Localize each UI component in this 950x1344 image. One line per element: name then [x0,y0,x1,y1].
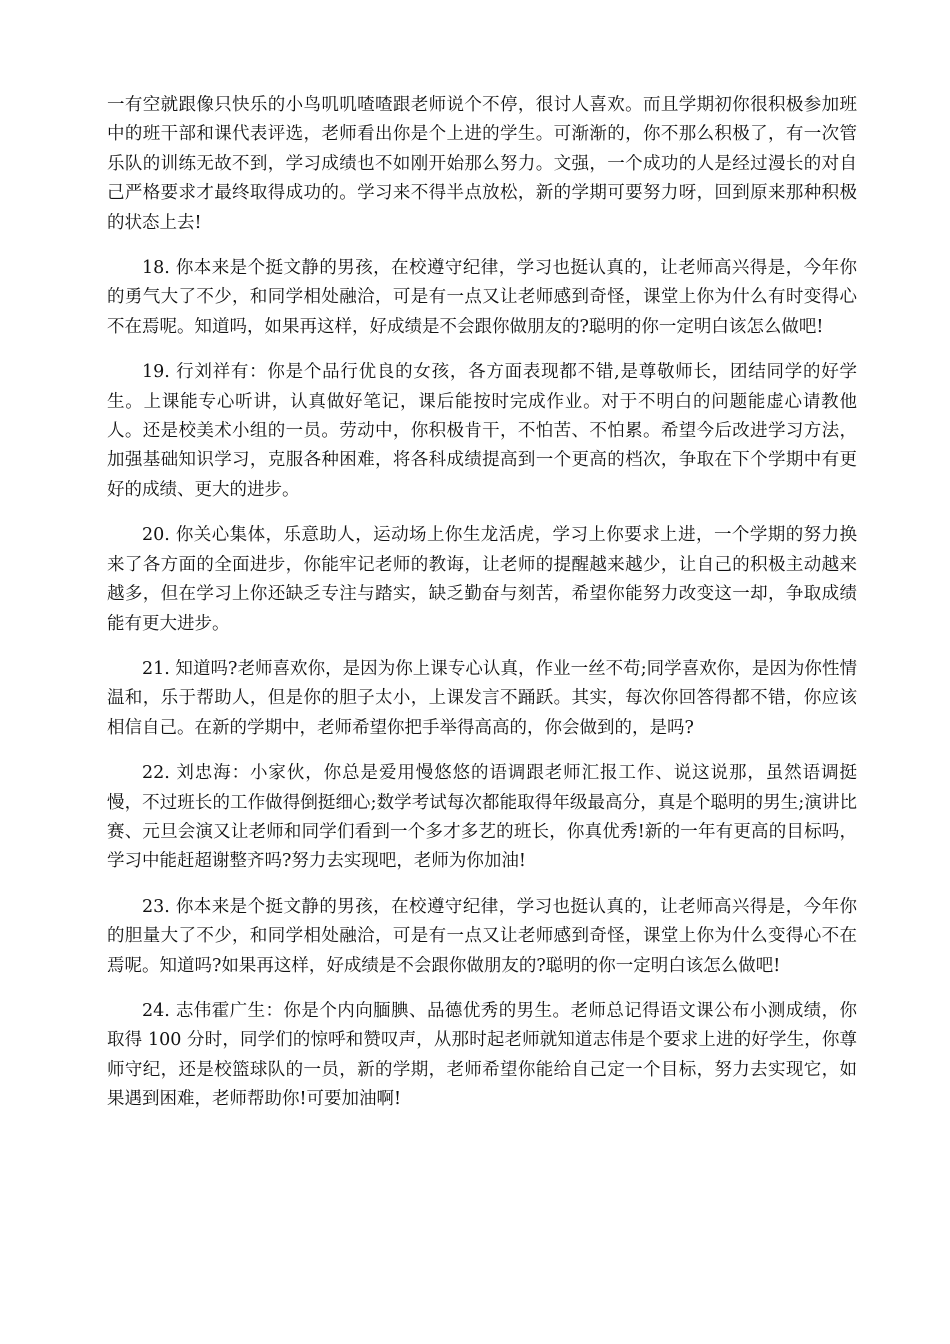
paragraph-24: 24. 志伟霍广生：你是个内向腼腆、品德优秀的男生。老师总记得语文课公布小测成绩，你取得 100 分时，同学们的惊呼和赞叹声，从那时起老师就知道志伟是个要求上进的好学生，你尊师守纪，还是校篮球队的一员，新的学期，老师希望你能给自己定一个目标，努力去实现它，如果遇到困难，老师帮助你!可要加油啊! [107,1000,857,1110]
paragraph-21: 21. 知道吗?老师喜欢你，是因为你上课专心认真，作业一丝不苟;同学喜欢你，是因为你性情温和，乐于帮助人，但是你的胆子太小，上课发言不踊跃。其实，每次你回答得都不错，你应该相信自己。在新的学期中，老师希望你把手举得高高的，你会做到的，是吗? [107,658,857,738]
paragraph-19: 19. 行刘祥有：你是个品行优良的女孩，各方面表现都不错,是尊敬师长，团结同学的好学生。上课能专心听讲，认真做好笔记，课后能按时完成作业。对于不明白的问题能虚心请教他人。还是校美术小组的一员。劳动中，你积极肯干，不怕苦、不怕累。希望今后改进学习方法，加强基础知识学习，克服各种困难，将各科成绩提高到一个更高的档次，争取在下个学期中有更好的成绩、更大的进步。 [107,362,857,500]
paragraph-23: 23. 你本来是个挺文静的男孩，在校遵守纪律，学习也挺认真的，让老师高兴得是，今年你的胆量大了不少，和同学相处融洽，可是有一点又让老师感到奇怪，课堂上你为什么变得心不在焉呢。知道吗?如果再这样，好成绩是不会跟你做朋友的?聪明的你一定明白该怎么做吧! [107,896,857,976]
paragraph-22: 22. 刘忠海：小家伙，你总是爱用慢悠悠的语调跟老师汇报工作、说这说那，虽然语调挺慢，不过班长的工作做得倒挺细心;数学考试每次都能取得年级最高分，真是个聪明的男生;演讲比赛、元旦会演又让老师和同学们看到一个多才多艺的班长，你真优秀!新的一年有更高的目标吗，学习中能赶超谢整齐吗?努力去实现吧，老师为你加油! [107,763,857,872]
paragraph-continuation: 一有空就跟像只快乐的小鸟叽叽喳喳跟老师说个不停，很讨人喜欢。而且学期初你很积极参加班中的班干部和课代表评选，老师看出你是个上进的学生。可渐渐的，你不那么积极了，有一次管乐队的训练无故不到，学习成绩也不如刚开始那么努力。文强，一个成功的人是经过漫长的对自己严格要求才最终取得成功的。学习来不得半点放松，新的学期可要努力呀，回到原来那种积极的状态上去! [107,95,857,233]
document-body [107,91,857,1131]
paragraph-18: 18. 你本来是个挺文静的男孩，在校遵守纪律，学习也挺认真的，让老师高兴得是，今年你的勇气大了不少，和同学相处融洽，可是有一点又让老师感到奇怪，课堂上你为什么有时变得心不在焉呢。知道吗，如果再这样，好成绩是不会跟你做朋友的?聪明的你一定明白该怎么做吧! [107,258,857,337]
paragraph-20: 20. 你关心集体，乐意助人，运动场上你生龙活虎，学习上你要求上进，一个学期的努力换来了各方面的全面进步，你能牢记老师的教诲，让老师的提醒越来越少，让自己的积极主动越来越多，但在学习上你还缺乏专注与踏实，缺乏勤奋与刻苦，希望你能努力改变这一却，争取成绩能有更大进步。 [107,525,857,634]
